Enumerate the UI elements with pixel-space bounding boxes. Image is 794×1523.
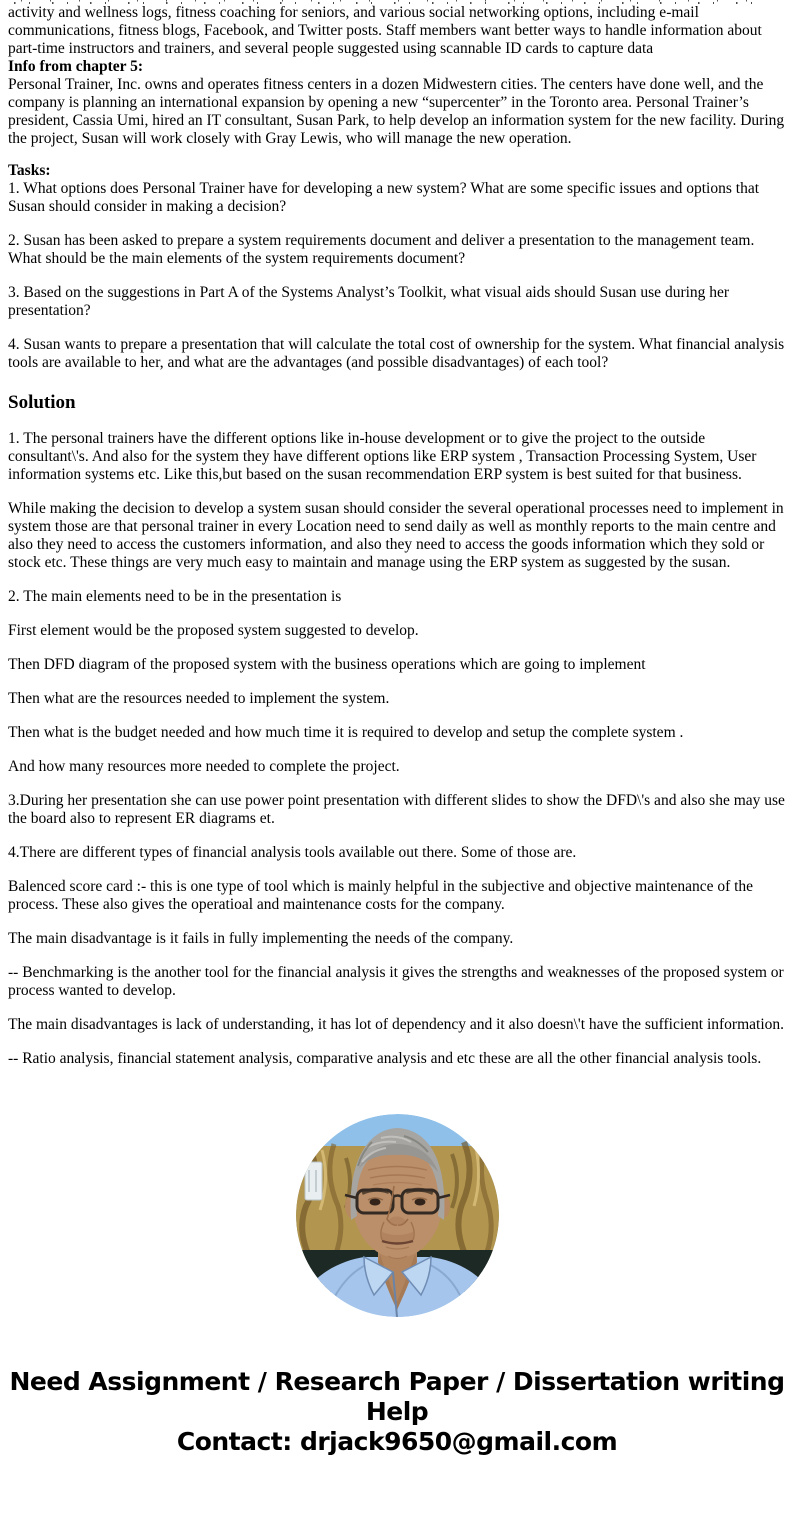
clipped-text-line bbox=[8, 0, 763, 4]
solution-paragraph: 1. The personal trainers have the different options like in-house development or to give the project to the outside consultant\'s. And also for the system they have different options like ERP system , Transaction Processing System, User information systems etc. Like this,but based on the susan recommendation ERP system is best suited for that business. bbox=[8, 430, 757, 483]
instructor-photo bbox=[296, 1114, 499, 1317]
solution-paragraph: And how many resources more needed to complete the project. bbox=[8, 758, 400, 775]
solution-paragraph: Then what is the budget needed and how much time it is required to develop and setup the complete system . bbox=[8, 724, 684, 741]
solution-paragraph: -- Ratio analysis, financial statement analysis, comparative analysis and etc these are all the other financial analysis tools. bbox=[8, 1050, 762, 1067]
chapter-info-paragraph: Personal Trainer, Inc. owns and operates fitness centers in a dozen Midwestern cities. The centers have done well, and the company is planning an international expansion by opening a new “supercenter” in the Toronto area. Personal Trainer’s president, Cassia Umi, hired an IT consultant, Susan Park, to help develop an information system for the new facility. During the project, Susan will work closely with Gray Lewis, who will manage the new operation. bbox=[8, 76, 785, 147]
solution-paragraph: The main disadvantage is it fails in fully implementing the needs of the company. bbox=[8, 930, 514, 947]
task-question-3: 3. Based on the suggestions in Part A of the Systems Analyst’s Toolkit, what visual aids should Susan use during her presentation? bbox=[8, 284, 730, 319]
footer-help-text: Need Assignment / Research Paper / Dissertation writing Help bbox=[9, 1367, 785, 1426]
instructor-photo-container bbox=[8, 1114, 786, 1317]
solution-paragraph: Then DFD diagram of the proposed system with the business operations which are going to implement bbox=[8, 656, 646, 673]
intro-continuation-paragraph: activity and wellness logs, fitness coaching for seniors, and various social networking options, including e-mail communications, fitness blogs, Facebook, and Twitter posts. Staff members want better ways to handle information about part-time instructors and trainers, and several people suggested using scannable ID cards to capture data bbox=[8, 4, 762, 57]
solution-paragraph: -- Benchmarking is the another tool for the financial analysis it gives the strengths and weaknesses of the proposed system or process wanted to develop. bbox=[8, 964, 784, 999]
footer-banner bbox=[8, 1367, 786, 1457]
chapter-info-label: Info from chapter 5: bbox=[8, 58, 144, 75]
solution-paragraph: While making the decision to develop a system susan should consider the several operational processes need to implement in system those are that personal trainer in every Location need to send daily as well as monthly reports to the main centre and also they need to access the customers information, and also they need to access the goods information which they sold or stock etc. These things are very much easy to maintain and manage using the ERP system as suggested by the susan. bbox=[8, 500, 784, 571]
task-question-4: 4. Susan wants to prepare a presentation that will calculate the total cost of ownership for the system. What financial analysis tools are available to her, and what are the advantages (and possible disadvantages) of each tool? bbox=[8, 336, 785, 371]
task-question-2: 2. Susan has been asked to prepare a system requirements document and deliver a presentation to the management team. What should be the main elements of the system requirements document? bbox=[8, 232, 755, 267]
solution-heading: Solution bbox=[8, 392, 76, 413]
task-question-1: 1. What options does Personal Trainer have for developing a new system? What are some specific issues and options that Susan should consider in making a decision? bbox=[8, 180, 760, 215]
tasks-label: Tasks: bbox=[8, 162, 51, 179]
solution-paragraph: 2. The main elements need to be in the presentation is bbox=[8, 588, 342, 605]
solution-paragraph: 3.During her presentation she can use power point presentation with different slides to show the DFD\'s and also she may use the board also to represent ER diagrams et. bbox=[8, 792, 785, 827]
solution-paragraph: The main disadvantages is lack of understanding, it has lot of dependency and it also doesn\'t have the sufficient information. bbox=[8, 1016, 785, 1033]
solution-paragraph: Then what are the resources needed to implement the system. bbox=[8, 690, 390, 707]
solution-paragraph: 4.There are different types of financial analysis tools available out there. Some of those are. bbox=[8, 844, 577, 861]
footer-contact-email: Contact: drjack9650@gmail.com bbox=[176, 1427, 618, 1456]
solution-paragraph: First element would be the proposed system suggested to develop. bbox=[8, 622, 419, 639]
solution-paragraph: Balenced score card :- this is one type of tool which is mainly helpful in the subjective and objective maintenance of the process. These also gives the operatioal and maintenance costs for the company. bbox=[8, 878, 754, 913]
